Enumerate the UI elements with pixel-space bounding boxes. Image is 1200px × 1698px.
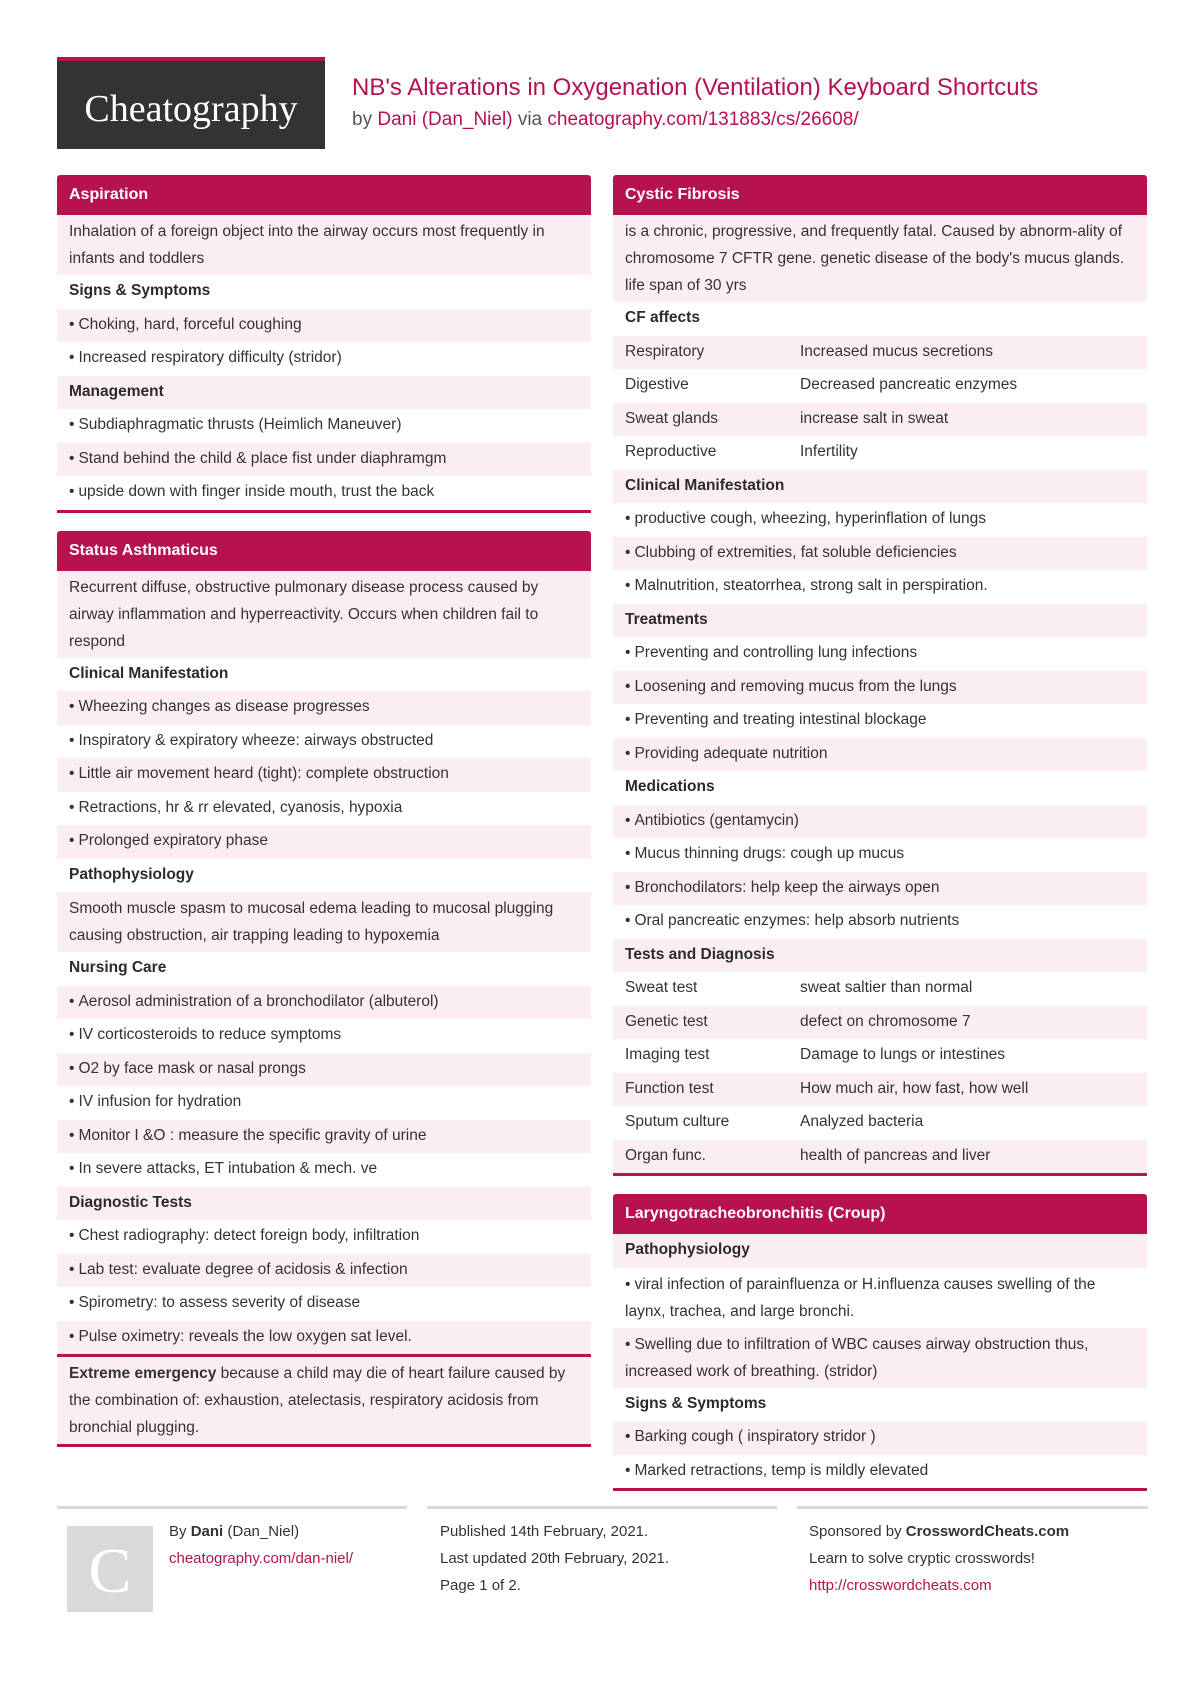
list-item: • Stand behind the child & place fist under diaphramgm	[57, 443, 591, 477]
row-key: Function test	[625, 1079, 714, 1097]
list-item: • Preventing and treating intestinal blockage	[613, 704, 1147, 738]
list-item: • Barking cough ( inspiratory stridor )	[613, 1421, 1147, 1455]
footer-divider	[427, 1506, 777, 1509]
list-item: • O2 by face mask or nasal prongs	[57, 1053, 591, 1087]
list-item: • Inspiratory & expiratory wheeze: airways obstructed	[57, 725, 591, 759]
list-item: • viral infection of parainfluenza or H.influenza causes swelling of the laynx, trachea, and large bronchi.	[613, 1268, 1147, 1328]
list-item: • Loosening and removing mucus from the lungs	[613, 671, 1147, 705]
section-title: Laryngotracheobronchitis (Croup)	[613, 1194, 1147, 1234]
subheading: Signs & Symptoms	[613, 1388, 1147, 1422]
list-item: • Bronchodilators: help keep the airways open	[613, 872, 1147, 906]
author-link[interactable]: Dani (Dan_Niel)	[377, 109, 513, 130]
sheet-url-link[interactable]: cheatography.com/131883/cs/26608/	[547, 109, 859, 130]
list-item: • Lab test: evaluate degree of acidosis & infection	[57, 1254, 591, 1288]
list-item: • Antibiotics (gentamycin)	[613, 805, 1147, 839]
list-item: • Chest radiography: detect foreign body, infiltration	[57, 1220, 591, 1254]
list-item: • Mucus thinning drugs: cough up mucus	[613, 838, 1147, 872]
sponsor-label: Sponsored by	[809, 1523, 902, 1540]
row-value: sweat saltier than normal	[800, 979, 973, 996]
logo-text: Cheatography	[84, 88, 298, 130]
row-key: Digestive	[625, 376, 689, 393]
table-row	[613, 403, 1147, 437]
sponsor-link[interactable]: http://crosswordcheats.com	[809, 1577, 992, 1594]
author-handle: (Dan_Niel)	[227, 1523, 300, 1540]
list-item: • Providing adequate nutrition	[613, 738, 1147, 772]
list-item: • Subdiaphragmatic thrusts (Heimlich Maneuver)	[57, 409, 591, 443]
page-number: Page 1 of 2.	[440, 1577, 521, 1594]
author-profile-link[interactable]: cheatography.com/dan-niel/	[169, 1550, 353, 1567]
row-value: Damage to lungs or intestines	[800, 1046, 1006, 1063]
row-key: Reproductive	[625, 443, 717, 460]
section-title: Aspiration	[57, 175, 591, 215]
left-column	[57, 175, 591, 1465]
section-description: is a chronic, progressive, and frequently fatal. Caused by abnorm-ality of chromosome 7 CFTR gene. genetic disease of the body's mucus glands. life span of 30 yrs	[613, 215, 1147, 302]
row-key: Organ func.	[625, 1146, 706, 1164]
list-item: • Retractions, hr & rr elevated, cyanosis, hypoxia	[57, 792, 591, 826]
list-item: • Marked retractions, temp is mildly elevated	[613, 1455, 1147, 1489]
list-item: • Wheezing changes as disease progresses	[57, 691, 591, 725]
section-status-asthmaticus	[57, 531, 591, 1448]
list-item: • Malnutrition, steatorrhea, strong salt in perspiration.	[613, 570, 1147, 604]
subheading: Signs & Symptoms	[57, 275, 591, 309]
list-item: • IV infusion for hydration	[57, 1086, 591, 1120]
row-value: increase salt in sweat	[800, 409, 949, 427]
paragraph: Smooth muscle spasm to mucosal edema leading to mucosal plugging causing obstruction, air trapping leading to hypoxemia	[57, 892, 591, 952]
table-row	[613, 369, 1147, 403]
subheading: Treatments	[613, 604, 1147, 638]
row-value: Decreased pancreatic enzymes	[800, 376, 1018, 393]
page-title: NB's Alterations in Oxygenation (Ventilation) Keyboard Shortcuts	[352, 74, 1039, 101]
updated-date: Last updated 20th February, 2021.	[440, 1550, 670, 1567]
section-description: Inhalation of a foreign object into the airway occurs most frequently in infants and toddlers	[57, 215, 591, 275]
subheading: Tests and Diagnosis	[613, 939, 1147, 973]
table-row	[613, 1039, 1147, 1073]
table-row	[613, 1006, 1147, 1040]
row-key: Sweat glands	[625, 409, 719, 427]
via-label: via	[517, 109, 543, 130]
footer-dates	[440, 1518, 669, 1599]
subheading: Diagnostic Tests	[57, 1187, 591, 1221]
note-text: because a child may die of heart failure caused by the combination of: exhaustion, atelectasis, respiratory acidosis from bronchial plugging.	[69, 1365, 566, 1436]
footer-sponsor	[809, 1518, 1069, 1599]
author-avatar[interactable]	[67, 1526, 153, 1612]
sponsor-tagline: Learn to solve cryptic crosswords!	[809, 1550, 1035, 1567]
row-key: Respiratory	[625, 342, 705, 360]
row-key: Genetic test	[625, 1012, 708, 1030]
row-value: defect on chromosome 7	[800, 1012, 971, 1030]
footer	[57, 1506, 1148, 1626]
footer-divider	[797, 1506, 1148, 1509]
list-item: • Oral pancreatic enzymes: help absorb nutrients	[613, 905, 1147, 939]
byline	[352, 109, 859, 131]
table-row	[613, 1140, 1147, 1174]
footer-author	[169, 1518, 353, 1572]
list-item: • Monitor I &O : measure the specific gravity of urine	[57, 1120, 591, 1154]
list-item: • Spirometry: to assess severity of disease	[57, 1287, 591, 1321]
subheading: Clinical Manifestation	[57, 658, 591, 692]
by-label: by	[352, 109, 373, 130]
list-item: • upside down with finger inside mouth, trust the back	[57, 476, 591, 510]
emergency-note	[57, 1354, 591, 1444]
table-row	[613, 1073, 1147, 1107]
cheatography-logo[interactable]	[57, 57, 325, 149]
published-date: Published 14th February, 2021.	[440, 1523, 649, 1540]
row-value: Increased mucus secretions	[800, 342, 993, 360]
list-item: • productive cough, wheezing, hyperinflation of lungs	[613, 503, 1147, 537]
note-emphasis: Extreme emergency	[69, 1365, 217, 1382]
author-name: Dani	[190, 1523, 224, 1540]
by-label: By	[169, 1523, 187, 1540]
list-item: • Swelling due to infiltration of WBC causes airway obstruction thus, increased work of breathing. (stridor)	[613, 1328, 1147, 1388]
list-item: • Preventing and controlling lung infections	[613, 637, 1147, 671]
row-value: Analyzed bacteria	[800, 1113, 924, 1130]
list-item: • Increased respiratory difficulty (stridor)	[57, 342, 591, 376]
right-column	[613, 175, 1147, 1509]
row-key: Sweat test	[625, 979, 698, 996]
avatar-letter: C	[88, 1535, 132, 1606]
row-value: Infertility	[800, 443, 858, 460]
footer-divider	[57, 1506, 407, 1509]
sponsor-name: CrosswordCheats.com	[905, 1523, 1070, 1540]
section-title: Status Asthmaticus	[57, 531, 591, 571]
section-cystic-fibrosis	[613, 175, 1147, 1176]
section-title: Cystic Fibrosis	[613, 175, 1147, 215]
subheading: Nursing Care	[57, 952, 591, 986]
section-description: Recurrent diffuse, obstructive pulmonary disease process caused by airway inflammation and hyperreactivity. Occurs when children fail to respond	[57, 571, 591, 658]
section-croup	[613, 1194, 1147, 1491]
row-value: health of pancreas and liver	[800, 1146, 991, 1164]
subheading: Clinical Manifestation	[613, 470, 1147, 504]
list-item: • IV corticosteroids to reduce symptoms	[57, 1019, 591, 1053]
subheading: Management	[57, 376, 591, 410]
table-row	[613, 336, 1147, 370]
list-item: • Choking, hard, forceful coughing	[57, 309, 591, 343]
subheading: Pathophysiology	[57, 859, 591, 893]
list-item: • Prolonged expiratory phase	[57, 825, 591, 859]
list-item: • Pulse oximetry: reveals the low oxygen sat level.	[57, 1321, 591, 1355]
list-item: • Aerosol administration of a bronchodilator (albuterol)	[57, 986, 591, 1020]
list-item: • Little air movement heard (tight): complete obstruction	[57, 758, 591, 792]
table-row	[613, 436, 1147, 470]
subheading: Medications	[613, 771, 1147, 805]
row-key: Sputum culture	[625, 1113, 730, 1130]
subheading: CF affects	[613, 302, 1147, 336]
section-aspiration	[57, 175, 591, 513]
row-key: Imaging test	[625, 1046, 710, 1063]
row-value: How much air, how fast, how well	[800, 1079, 1029, 1097]
table-row	[613, 972, 1147, 1006]
list-item: • In severe attacks, ET intubation & mech. ve	[57, 1153, 591, 1187]
subheading: Pathophysiology	[613, 1234, 1147, 1268]
table-row	[613, 1106, 1147, 1140]
list-item: • Clubbing of extremities, fat soluble deficiencies	[613, 537, 1147, 571]
